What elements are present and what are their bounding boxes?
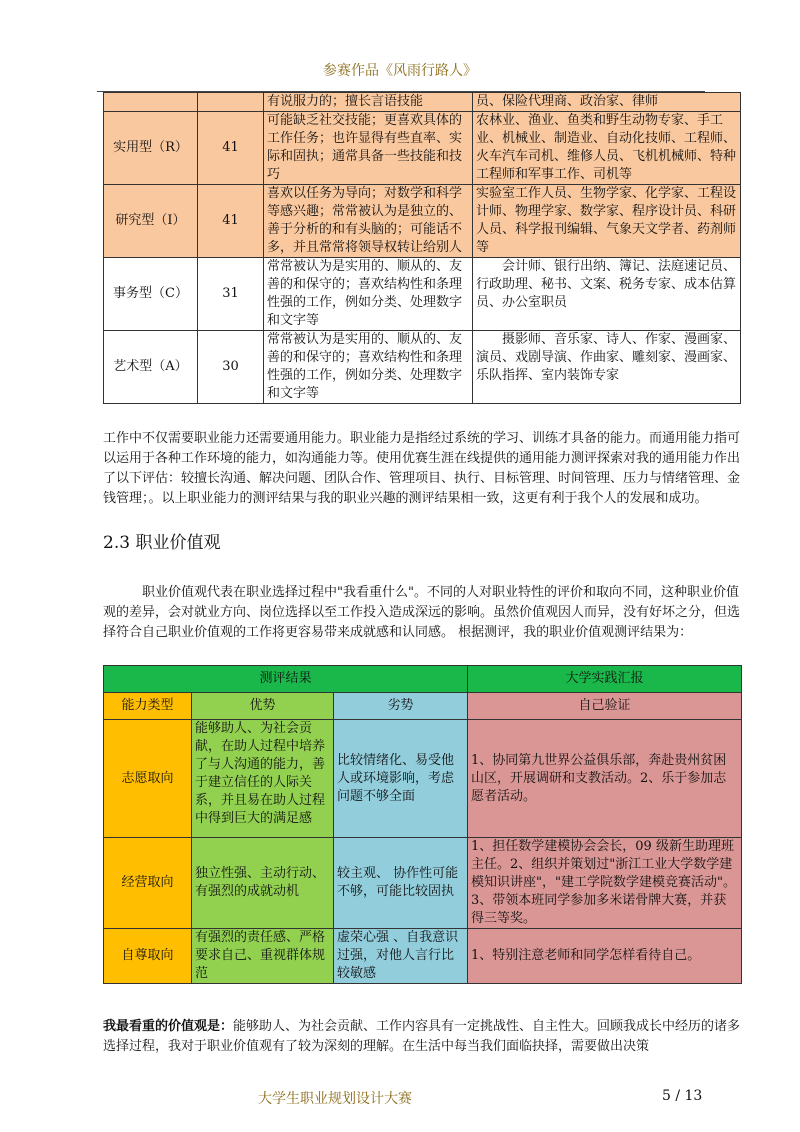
- verify-cell: 1、担任数学建模协会会长，09 级新生助理班主任。2、组织并策划过"浙江工业大学数学建模知识讲座"，"建工学院数学建模竞赛活动"。3、带领本班同学参加多米诺骨牌大赛，并获得三等奖。: [468, 838, 742, 929]
- jobs-cell: 实验室工作人员、生物学家、化学家、工程设计师、物理学家、数学家、程序设计员、科研人员、科学报刊编辑、气象天文学者、药剂师等: [473, 185, 741, 258]
- paragraph-general-ability: 工作中不仅需要职业能力还需要通用能力。职业能力是指经过系统的学习、训练才具备的能力。而通用能力指可以运用于各种工作环境的能力，如沟通能力等。使用优赛生涯在线提供的通用能力测评探索对我的通用能力作出了以下评估：较擅长沟通、解决问题、团队合作、管理项目、执行、目标管理、时间管理、压力与情绪管理、金钱管理；。以上职业能力的测评结果与我的职业兴趣的测评结果相一致，这更有利于我个人的发展和成功。: [103, 431, 741, 506]
- type-cell: [104, 93, 198, 112]
- score-cell: 41: [198, 112, 264, 185]
- table-header-row: [104, 666, 742, 693]
- type-cell: 艺术型（A）: [104, 331, 198, 404]
- practice-header: 大学实践汇报: [468, 666, 742, 693]
- page-number: 5 / 13: [662, 1088, 703, 1104]
- section-title: 2.3 职业价值观: [103, 533, 221, 553]
- desc-cell: 常常被认为是实用的、顺从的、友善的和保守的；喜欢结构性和条理性强的工作，例如分类、处理数字和文字等: [264, 258, 473, 331]
- score-cell: 41: [198, 185, 264, 258]
- advantage-cell: 能够助人、为社会贡献，在助人过程中培养了与人沟通的能力，善于建立信任的人际关系，并且易在助人过程中得到巨大的满足感: [192, 720, 334, 838]
- type-cell: 自尊取向: [104, 929, 192, 984]
- paragraph-values-intro: 职业价值观代表在职业选择过程中"我看重什么"。不同的人对职业特性的评价和取向不同，这种职业价值观的差异，会对就业方向、岗位选择以至工作投入造成深远的影响。虽然价值观因人而异，没有好坏之分，但选择符合自己职业价值观的工作将更容易带来成就感和认同感。 根据测评，我的职业价值观测评结果为：: [103, 585, 741, 640]
- core-values-text: 能够助人、为社会贡献、工作内容具有一定挑战性、自主性大。回顾我成长中经历的诸多选择过程，我对于职业价值观有了较为深刻的理解。在生活中每当我们面临抉择，需要做出决策: [103, 1019, 741, 1054]
- verify-cell: 1、特别注意老师和同学怎样看待自己。: [468, 929, 742, 984]
- core-values-lead: 我最看重的价值观是：: [103, 1019, 234, 1034]
- disadvantage-cell: 较主观、 协作性可能不够，可能比较固执: [334, 838, 468, 929]
- col-header-disadvantage: 劣势: [334, 693, 468, 720]
- table-row: [104, 258, 741, 331]
- type-cell: 事务型（C）: [104, 258, 198, 331]
- table-header-row: [104, 693, 742, 720]
- desc-cell: 有说服力的；擅长言语技能: [264, 93, 473, 112]
- paragraph-core-values: [103, 1017, 743, 1057]
- table-row: [104, 185, 741, 258]
- desc-cell: 喜欢以任务为导向；对数学和科学等感兴趣；常常被认为是独立的、善于分析的和有头脑的；可能话不多，并且常常将领导权转让给别人: [264, 185, 473, 258]
- jobs-cell: 员、保险代理商、政治家、律师: [473, 93, 741, 112]
- values-table: [103, 665, 742, 984]
- page-footer: 大学生职业规划设计大赛: [258, 1091, 412, 1107]
- col-header-type: 能力类型: [104, 693, 192, 720]
- col-header-verify: 自己验证: [468, 693, 742, 720]
- jobs-cell: 摄影师、音乐家、诗人、作家、漫画家、演员、戏剧导演、作曲家、雕刻家、漫画家、乐队指挥、室内装饰专家: [473, 331, 741, 404]
- type-cell: 志愿取向: [104, 720, 192, 838]
- page-header: 参赛作品《风雨行路人》: [323, 63, 477, 79]
- disadvantage-cell: 虚荣心强 、自我意识过强，对他人言行比较敏感: [334, 929, 468, 984]
- table-row: [104, 838, 742, 929]
- col-header-advantage: 优势: [192, 693, 334, 720]
- disadvantage-cell: 比较情绪化、易受他人或环境影响，考虑问题不够全面: [334, 720, 468, 838]
- jobs-cell: 农林业、渔业、鱼类和野生动物专家、手工业、机械业、制造业、自动化技师、工程师、火车汽车司机、维修人员、飞机机械师、特种工程师和军事工作、司机等: [473, 112, 741, 185]
- table-row: [104, 720, 742, 838]
- jobs-cell: 会计师、银行出纳、簿记、法庭速记员、行政助理、秘书、文案、税务专家、成本估算员、办公室职员: [473, 258, 741, 331]
- score-cell: 30: [198, 331, 264, 404]
- verify-cell: 1、协同第九世界公益俱乐部，奔赴贵州贫困山区，开展调研和支教活动。2、乐于参加志愿者活动。: [468, 720, 742, 838]
- table-row: [104, 331, 741, 404]
- assessment-header: 测评结果: [104, 666, 468, 693]
- type-cell: 经营取向: [104, 838, 192, 929]
- score-cell: 31: [198, 258, 264, 331]
- score-cell: [198, 93, 264, 112]
- advantage-cell: 独立性强、主动行动、有强烈的成就动机: [192, 838, 334, 929]
- type-cell: 研究型（I）: [104, 185, 198, 258]
- table-row: [104, 112, 741, 185]
- desc-cell: 常常被认为是实用的、顺从的、友善的和保守的；喜欢结构性和条理性强的工作，例如分类、处理数字和文字等: [264, 331, 473, 404]
- table-row: [104, 929, 742, 984]
- desc-cell: 可能缺乏社交技能；更喜欢具体的工作任务；也许显得有些直率、实际和固执；通常具备一些技能和技巧: [264, 112, 473, 185]
- interest-table: [103, 92, 741, 404]
- table-row: [104, 93, 741, 112]
- type-cell: 实用型（R）: [104, 112, 198, 185]
- advantage-cell: 有强烈的责任感、严格要求自己、重视群体规范: [192, 929, 334, 984]
